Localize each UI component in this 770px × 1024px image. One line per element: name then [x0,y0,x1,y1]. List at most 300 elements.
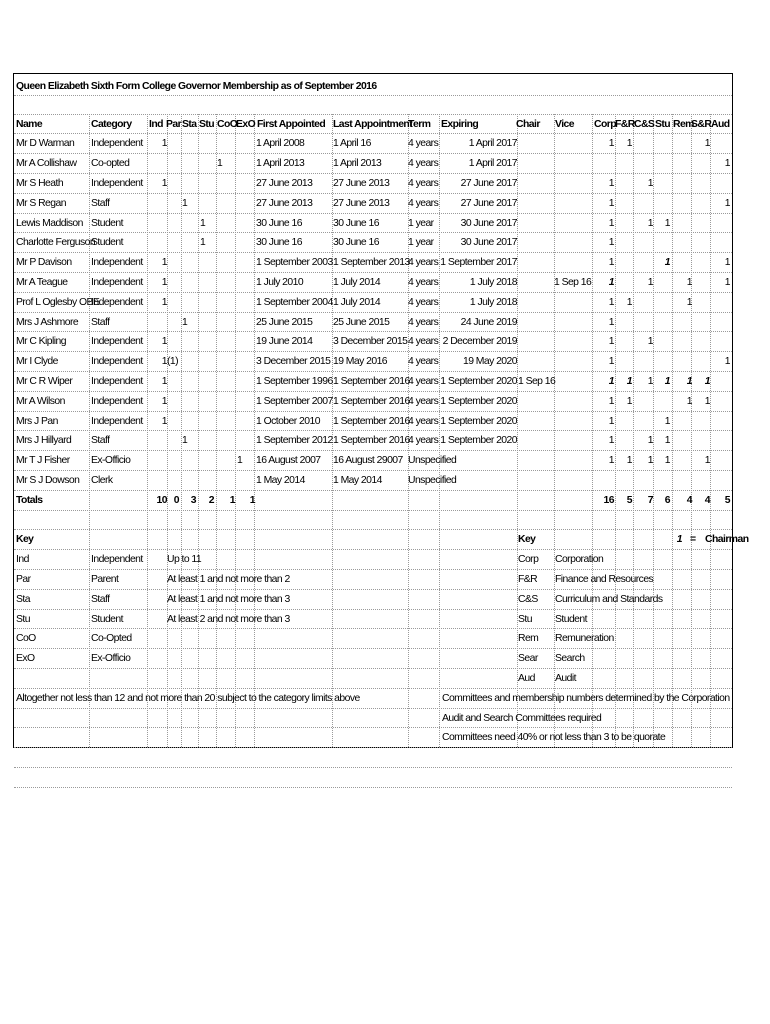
table-row [14,174,732,194]
cell-par [167,253,179,273]
cell-corp: 1 [608,395,614,407]
cell-expiring: 24 June 2019 [460,316,517,328]
cell-fr [617,431,632,451]
cell-rem: 1 [686,276,692,288]
cell-first: 25 June 2015 [256,316,313,328]
cell-chair [518,471,555,491]
cell-first: 1 September 2004 [256,296,333,308]
cell-term: 4 years [408,257,439,269]
cell-cs: 1 [647,375,653,387]
cell-cs [634,194,653,214]
cell-term: 4 years [408,356,439,368]
cell-vice [554,194,592,214]
cell-first: 30 June 16 [256,217,302,229]
cell-chair [518,332,555,352]
committee-code: Stu [518,613,532,625]
cell-ind: 1 [161,177,167,189]
key-left-heading: Key [16,534,34,546]
cell-par [167,214,179,234]
column-header-corp: Corp [594,118,617,130]
cell-rem: 1 [686,375,692,387]
committee-name: Remuneration [555,633,614,645]
cell-rem [674,431,692,451]
chairman-equals: = [690,534,696,546]
cell-aud: 1 [724,197,730,209]
key-heading-row [14,530,749,550]
cell-expiring: 30 June 2017 [460,237,517,249]
cell-aud: 1 [724,276,730,288]
cell-fr [617,332,632,352]
cell-aud [711,293,730,313]
cell-chair [518,352,555,372]
cell-last: 3 December 2015 [333,336,408,348]
cell-chair [518,273,555,293]
cell-coo [217,214,235,234]
table-row [14,273,732,293]
cell-sta [182,392,196,412]
column-header-first: First Appointed [257,118,326,130]
cell-exo [237,372,255,392]
cell-ind: 1 [161,336,167,348]
column-header-cs: C&S [634,118,655,130]
cell-category: Independent [91,257,143,269]
committee-note: Committees need 40% or not less than 3 to be quorate [442,732,666,744]
cell-stu [200,352,214,372]
totals-label: Totals [16,494,43,506]
cell-exo [237,194,255,214]
committee-code: Sear [518,653,538,665]
cell-exo [237,412,255,432]
cell-corp: 1 [608,336,614,348]
cell-expiring: 27 June 2017 [460,177,517,189]
cell-chair [518,412,555,432]
cell-stu2 [655,352,670,372]
column-header-par: Par [166,118,182,130]
table-row [14,194,732,214]
cell-coo [217,332,235,352]
committee-name: Corporation [555,554,604,566]
cell-corp: 1 [608,257,614,269]
cell-aud: 1 [724,356,730,368]
cell-name: Mrs J Pan [16,415,58,427]
cell-term: 1 year [408,237,434,249]
cell-term: 1 year [408,217,434,229]
cell-stu [200,253,214,273]
cell-sta [182,134,196,154]
cell-term: Unspecified [408,474,457,486]
cell-exo [237,233,255,253]
cell-category: Staff [91,435,110,447]
cell-term: 4 years [408,316,439,328]
table-row [14,214,732,234]
cell-stu2 [655,134,670,154]
cell-sta [182,451,196,471]
cell-first: 1 September 2007 [256,395,333,407]
category-limits-note: Altogether not less than 12 and not more than 20 subject to the category limits above [16,692,360,704]
cell-chair [518,451,555,471]
cell-first: 1 April 2008 [256,138,305,150]
cell-term: 4 years [408,435,439,447]
cell-expiring: 1 April 2017 [468,158,517,170]
key-row [14,669,732,689]
cell-expiring: 19 May 2020 [462,356,517,368]
cell-rem [674,174,692,194]
key-code: Stu [16,613,30,625]
cell-ind: 1 [161,138,167,150]
total-sr: 4 [704,494,710,506]
cell-par [167,392,179,412]
cell-sta [182,253,196,273]
cell-ind: 1 [161,356,167,368]
cell-rem [674,154,692,174]
cell-exo [237,154,255,174]
table-row [14,233,732,253]
key-row [14,649,732,669]
cell-rem [674,352,692,372]
cell-par [167,293,179,313]
cell-stu [200,332,214,352]
cell-name: Mr S Heath [16,177,64,189]
note-row [14,689,732,709]
cell-fr: 1 [626,296,632,308]
cell-vice [554,293,592,313]
cell-name: Mr C R Wiper [16,375,73,387]
cell-ind [147,214,167,234]
cell-sta [182,214,196,234]
cell-cs [634,313,653,333]
cell-term: 4 years [408,276,439,288]
cell-name: Mrs J Hillyard [16,435,72,447]
cell-fr: 1 [626,395,632,407]
cell-rem: 1 [686,395,692,407]
governor-membership-sheet [13,73,749,748]
cell-last: 1 September 2016 [333,395,410,407]
cell-fr [617,253,632,273]
key-right-heading: Key [518,534,536,546]
cell-last: 30 June 16 [333,237,379,249]
cell-expiring: 1 July 2018 [469,276,517,288]
key-row [14,629,732,649]
cell-term: 4 years [408,336,439,348]
cell-stu2: 1 [664,375,670,387]
cell-stu2 [655,332,670,352]
cell-fr [617,352,632,372]
cell-last: 1 July 2014 [333,276,381,288]
cell-sr [693,194,710,214]
cell-rem [674,233,692,253]
cell-coo [217,134,235,154]
cell-stu [200,194,214,214]
cell-stu [200,412,214,432]
cell-ind: 1 [161,415,167,427]
cell-vice [554,332,592,352]
cell-vice: 1 Sep 16 [554,276,592,288]
column-header-term: Term [408,118,431,130]
key-name: Parent [91,573,119,585]
cell-coo [217,412,235,432]
cell-exo [237,313,255,333]
cell-stu [200,372,214,392]
cell-cs [634,293,653,313]
cell-last: 16 August 29007 [333,455,403,467]
cell-first: 3 December 2015 [256,356,331,368]
column-header-category: Category [91,118,132,130]
cell-aud [711,372,730,392]
cell-fr [617,233,632,253]
total-fr: 5 [626,494,632,506]
cell-chair [518,431,555,451]
cell-first: 1 September 1996 [256,375,333,387]
cell-expiring: 30 June 2017 [460,217,517,229]
cell-par [167,372,179,392]
cell-vice [554,233,592,253]
column-header-ind: Ind [149,118,163,130]
cell-par [167,451,179,471]
cell-last: 27 June 2013 [333,197,390,209]
cell-sr [693,352,710,372]
cell-first: 1 July 2010 [256,276,304,288]
cell-last: 19 May 2016 [333,356,388,368]
cell-aud [711,174,730,194]
cell-par [167,154,179,174]
cell-corp: 1 [608,375,614,387]
column-header-last: Last Appointment [333,118,413,130]
cell-sta [182,471,196,491]
cell-last: 1 September 2016 [333,375,410,387]
cell-name: Mr P Davison [16,257,72,269]
cell-rem [674,412,692,432]
chairman-label: Chairman [705,534,749,546]
cell-last: 1 May 2014 [333,474,382,486]
column-header-rem: Rem [673,118,694,130]
cell-name: Charlotte Ferguson [16,237,96,249]
cell-category: Ex-Officio [91,455,131,467]
cell-term: 4 years [408,296,439,308]
cell-ind: 1 [161,276,167,288]
cell-sr [693,332,710,352]
cell-par [167,194,179,214]
cell-fr [617,194,632,214]
cell-sr [693,293,710,313]
key-limit: At least 2 and not more than 3 [167,613,290,625]
cell-chair [518,214,555,234]
cell-stu: 1 [200,237,206,249]
cell-corp: 1 [608,217,614,229]
cell-corp: 1 [608,316,614,328]
cell-name: Mr A Wilson [16,395,65,407]
cell-name: Mr D Warman [16,138,75,150]
total-ind: 10 [156,494,167,506]
key-row [14,550,732,570]
column-header-stu2: Stu [655,118,671,130]
cell-corp [594,154,614,174]
totals-row [14,491,732,511]
key-name: Student [91,613,123,625]
cell-sta: 1 [182,197,188,209]
cell-sr [693,471,710,491]
cell-corp: 1 [608,356,614,368]
cell-stu [200,174,214,194]
cell-exo [237,214,255,234]
cell-corp: 1 [608,177,614,189]
cell-category: Independent [91,415,143,427]
cell-sta [182,233,196,253]
cell-sr [693,174,710,194]
cell-par [167,431,179,451]
key-name: Ex-Officio [91,653,131,665]
cell-exo [237,332,255,352]
cell-stu [200,392,214,412]
cell-chair [518,134,555,154]
cell-category: Independent [91,395,143,407]
committee-name: Student [555,613,587,625]
cell-corp [594,471,614,491]
cell-par [167,471,179,491]
total-aud: 5 [724,494,730,506]
cell-aud [711,412,730,432]
cell-vice [554,134,592,154]
cell-fr [617,471,632,491]
total-stu: 2 [208,494,214,506]
table-row [14,392,732,412]
cell-rem [674,313,692,333]
cell-cs [634,352,653,372]
cell-exo [237,134,255,154]
cell-sr [693,233,710,253]
cell-last: 1 July 2014 [333,296,381,308]
committee-code: F&R [518,573,538,585]
key-code: Sta [16,593,30,605]
cell-name: Mr I Clyde [16,356,58,368]
cell-sr [693,313,710,333]
cell-expiring: 1 July 2018 [469,296,517,308]
cell-cs [634,154,653,174]
cell-stu2: 1 [664,257,670,269]
cell-sr: 1 [704,375,710,387]
cell-vice [554,431,592,451]
cell-coo [217,392,235,412]
cell-last: 25 June 2015 [333,316,390,328]
cell-sr [693,273,710,293]
cell-ind [147,194,167,214]
cell-expiring [439,471,517,491]
cell-coo [217,174,235,194]
cell-sr [693,412,710,432]
cell-vice [554,174,592,194]
column-header-stu: Stu [199,118,215,130]
cell-vice [554,471,592,491]
cell-vice [554,214,592,234]
total-exo: 1 [249,494,255,506]
cell-par [167,313,179,333]
cell-cs [634,233,653,253]
cell-chair [518,253,555,273]
key-limit: At least 1 and not more than 3 [167,593,290,605]
key-code: CoO [16,633,36,645]
cell-category: Student [91,237,123,249]
cell-cs [634,253,653,273]
cell-chair [518,392,555,412]
cell-chair [518,233,555,253]
cell-aud [711,431,730,451]
cell-coo [217,372,235,392]
cell-aud [711,392,730,412]
committee-code: Aud [518,672,535,684]
cell-last: 1 September 2016 [333,415,410,427]
cell-ind [147,154,167,174]
cell-sta: 1 [182,435,188,447]
cell-aud [711,471,730,491]
cell-stu2 [655,154,670,174]
column-header-coo: CoO [217,118,238,130]
cell-fr: 1 [626,375,632,387]
cell-sta [182,293,196,313]
key-row [14,590,732,610]
cell-expiring: 1 September 2020 [440,415,517,427]
cell-stu [200,471,214,491]
cell-exo [237,293,255,313]
cell-stu [200,431,214,451]
cell-expiring: 1 September 2020 [440,435,517,447]
cell-ind [147,471,167,491]
cell-coo [217,253,235,273]
cell-ind: 1 [161,257,167,269]
total-cs: 7 [647,494,653,506]
cell-stu [200,293,214,313]
table-row [14,352,732,372]
cell-sta [182,352,196,372]
cell-expiring: 1 September 2020 [440,395,517,407]
committee-name: Finance and Resources [555,573,654,585]
cell-last: 1 September 2013 [333,257,410,269]
cell-corp: 1 [608,276,614,288]
cell-ind: 1 [161,395,167,407]
cell-aud: 1 [724,158,730,170]
cell-cs: 1 [647,276,653,288]
column-header-sta: Sta [182,118,197,130]
cell-coo: 1 [217,158,223,170]
cell-first: 1 September 2003 [256,257,333,269]
chairman-sample-value: 1 [676,534,682,546]
cell-name: Mr A Collishaw [16,158,77,170]
key-name: Independent [91,554,143,566]
cell-corp: 1 [608,455,614,467]
key-name: Co-Opted [91,633,132,645]
cell-name: Mr T J Fisher [16,455,70,467]
total-sta: 3 [190,494,196,506]
column-header-aud: Aud [711,118,730,130]
column-header-chair: Chair [516,118,540,130]
cell-cs [634,134,653,154]
cell-rem: 1 [686,296,692,308]
table-row [14,412,732,432]
cell-chair [518,293,555,313]
table-row [14,313,732,333]
cell-corp: 1 [608,296,614,308]
cell-chair [518,313,555,333]
cell-ind: 1 [161,296,167,308]
cell-category: Independent [91,375,143,387]
cell-coo [217,313,235,333]
cell-coo [217,471,235,491]
cell-vice [554,313,592,333]
column-header-exo: ExO [236,118,256,130]
cell-ind: 1 [161,375,167,387]
cell-sr [693,214,710,234]
cell-term: 4 years [408,158,439,170]
cell-sta [182,332,196,352]
cell-aud: 1 [724,257,730,269]
